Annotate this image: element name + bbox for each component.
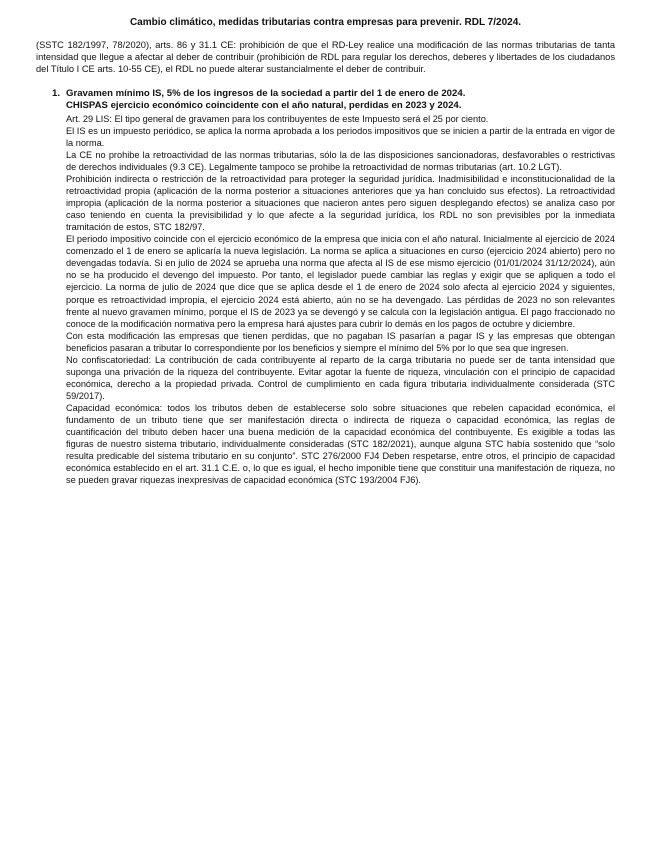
paragraph-retroactivity-ce: La CE no prohibe la retroactividad de las normas tributarias, sólo la de las disposiciones sancionadoras, desfavorables o restrictivas de derechos individuales (9.3 CE). Legalmente tampoco se prohibe la retroactividad de normas tributarias (art. 10.2 LGT). — [66, 149, 615, 172]
paragraph-losses: Con esta modificación las empresas que tienen perdidas, que no pagaban IS pasarían a pagar IS y las empresas que obtengan beneficios pasaran a tributar lo correspondiente por los beneficios y siempre el mínimo del 5% por lo que sea que ingresen. — [66, 330, 615, 353]
section-heading-1: Gravamen mínimo IS, 5% de los ingresos de la sociedad a partir del 1 de enero de 2024. — [66, 87, 466, 99]
document-title: Cambio climático, medidas tributarias contra empresas para prevenir. RDL 7/2024. — [129, 17, 522, 28]
paragraph-periodic-tax: El IS es un impuesto periódico, se aplica la norma aprobada a los periodos impositivos que se inicien a partir de la entrada en vigor de la norma. — [66, 125, 615, 148]
paragraph-non-confiscatory: No confiscatoriedad: La contribución de cada contribuyente al reparto de la carga tributaria no puede ser de tanta intensidad que suponga una privación de la riqueza del contribuyente. Evitar agotar la fuente de riqueza, vinculación con el principio de capacidad económica, derecho a la propiedad privada. Control de cumplimiento en cada figura tributaria individualmente considerada (STC 59/2017). — [66, 354, 615, 401]
section-1 — [36, 88, 615, 487]
paragraph-economic-capacity: Capacidad económica: todos los tributos deben de establecerse solo sobre situaciones que rebelen capacidad económica, el fundamento de un tributo tiene que ser manifestación directa o indirecta de riqueza o capacidad económica, las reglas de cuantificación del tributo deben hacer una buena medición de la capacidad económica del contribuyente. Es exigible a todas las figuras de nuestro sistema tributario, individualmente consideradas (STC 182/2021), aunque alguna STC había sostenido que “solo resulta predicable del sistema tributario en su conjunto”. STC 276/2000 FJ4 Deben respetarse, entre otros, el principio de capacidad económica establecido en el art. 31.1 C.E. o, lo que es igual, el hecho imponible tiene que constituir una manifestación de riqueza, no se pueden gravar riquezas inexpresivas de capacidad económica (STC 193/2004 FJ6). — [66, 402, 615, 486]
paragraph-art-29: Art. 29 LIS: El tipo general de gravamen para los contribuyentes de este Impuesto será el 25 por ciento. — [66, 113, 489, 124]
intro-paragraph: (SSTC 182/1997, 78/2020), arts. 86 y 31.1 CE: prohibición de que el RD-Ley realice una modificación de las normas tributarias de tanta intensidad que llegue a afectar al deber de contribuir (prohibición de RDL para regular los derechos, deberes y libertades de los ciudadanos del Título I CE arts. 10-55 CE), el RDL no puede alterar sustancialmente el deber de contribuir. — [36, 40, 615, 75]
paragraph-legal-certainty: Prohibición indirecta o restricción de la retroactividad para proteger la seguridad jurídica. Inadmisibilidad e inconstitucionalidad de la retroactividad propia (aplicación de la norma posterior a situaciones anteriores que ya han concluido sus efectos). La retroactividad impropia (aplicación de la norma posterior a situaciones que nacieron antes pero siguen desplegando efectos) se analiza caso por caso teniendo en cuenta la previsibilidad y lo que afecte a la seguridad jurídica, los RDL no son previsibles por la inmediata tramitación de estos, STC 182/97. — [66, 174, 615, 233]
paragraph-tax-period: El periodo impositivo coincide con el ejercicio económico de la empresa que inicia con el año natural. Inicialmente al ejercicio de 2024 comenzado el 1 de enero se aplicaría la nueva legislación. La norma se aplica a situaciones en curso (ejercicio 2024 abierto) pero no devengadas todavía. Si en julio de 2024 se aprueba una norma que afecta al IS de ese mismo ejercicio (01/01/2024 31/12/2024), aún no se ha producido el devengo del impuesto. Por tanto, el legislador puede cambiar las reglas y exigir que se apliquen a todo el ejercicio. La norma de julio de 2024 que dice que se aplica desde el 1 de enero de 2024 solo afecta al ejercicio 2024 y siguientes, porque es retroactividad impropia, el ejercicio 2024 está abierto, aún no se ha devengado. Las pérdidas de 2023 no son relevantes frente al nuevo gravamen mínimo, porque el IS de 2023 ya se devengó y se calcula con la legislación antigua. El pago fraccionado no conoce de la modificación normativa pero la empresa hará ajustes para cubrir lo demás en los pagos de octubre y diciembre. — [66, 234, 615, 329]
section-heading-2: CHISPAS ejercicio económico coincidente con el año natural, perdidas en 2023 y 2024. — [66, 100, 462, 112]
section-number: 1. — [52, 87, 61, 99]
section-body — [66, 88, 615, 487]
